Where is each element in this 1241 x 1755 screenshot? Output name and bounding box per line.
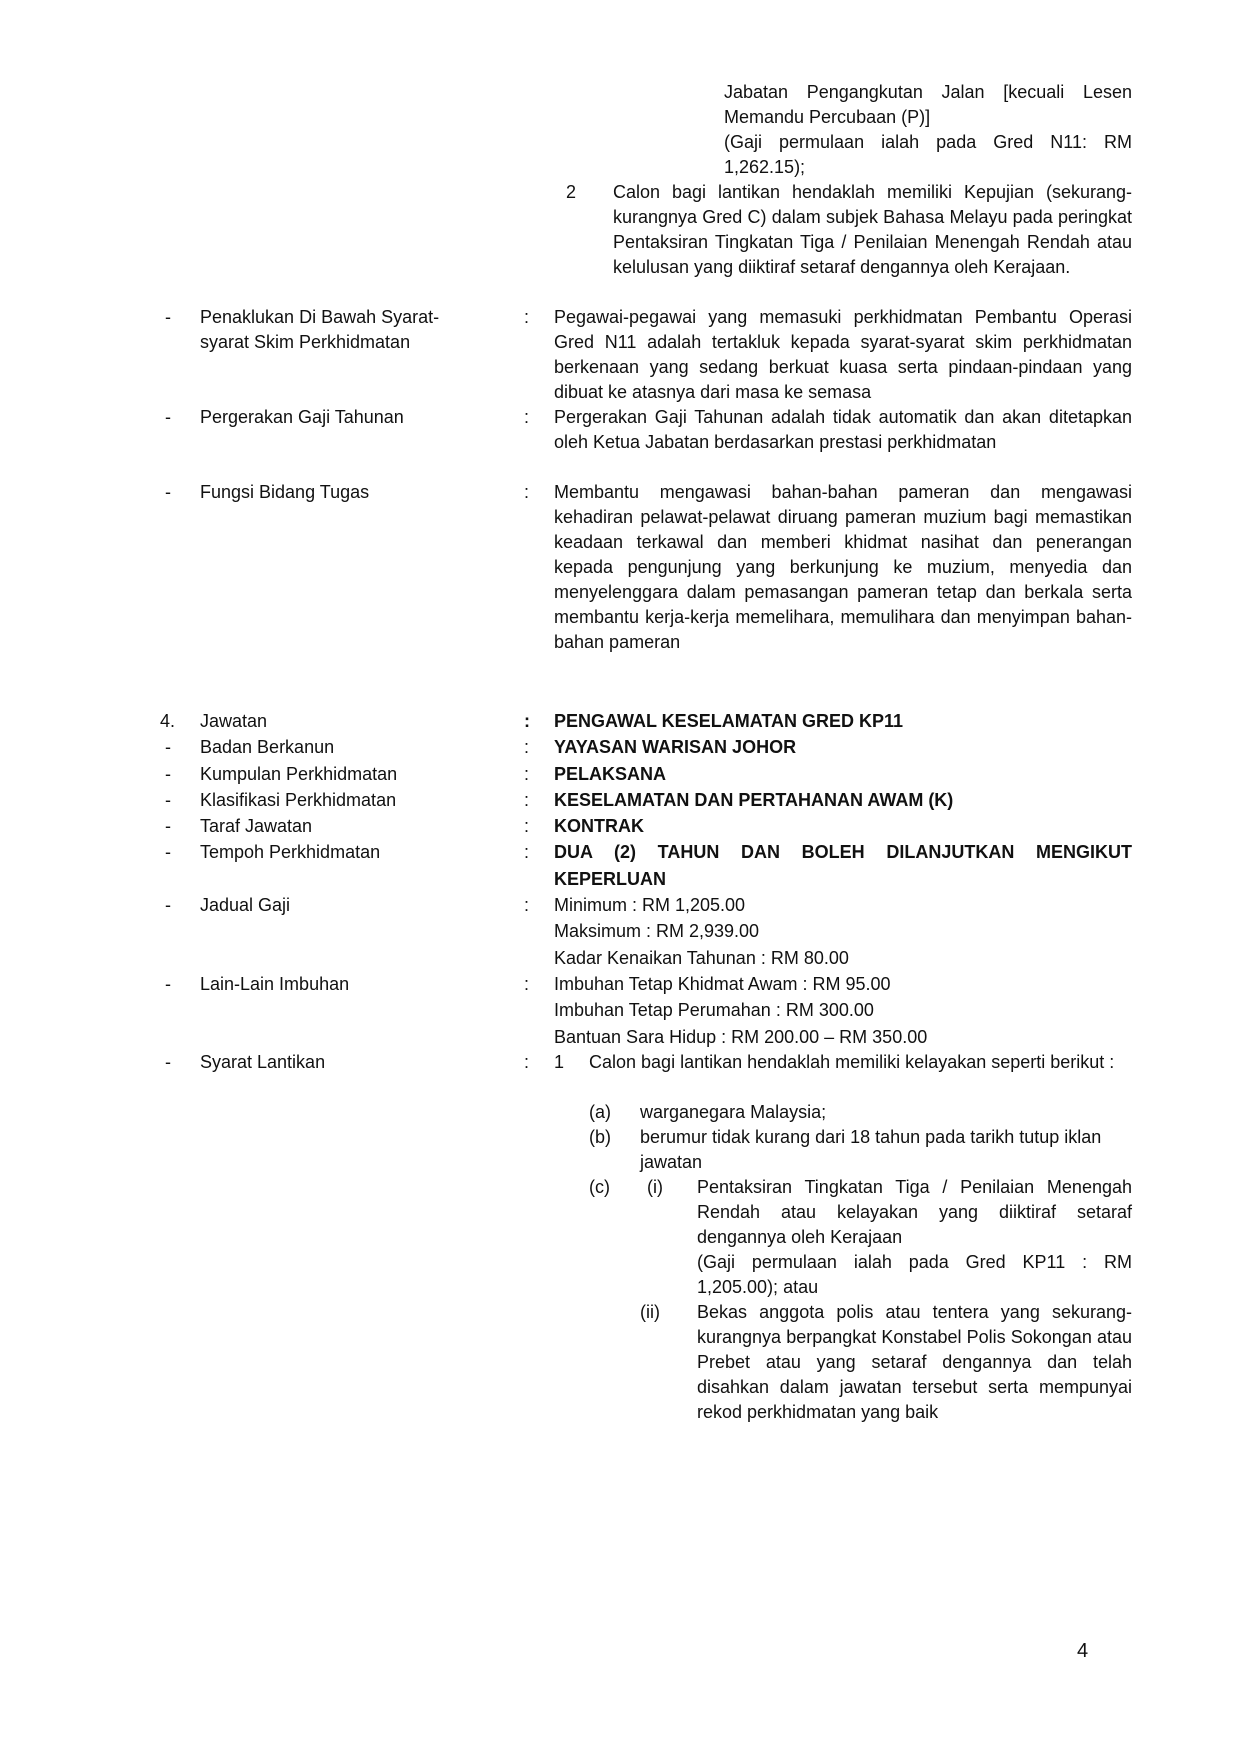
- row-value: YAYASAN WARISAN JOHOR: [554, 737, 797, 758]
- salary-schedule: [554, 892, 1132, 971]
- row-lain-lain-imbuhan: [0, 971, 1241, 1050]
- row-marker: -: [165, 816, 171, 837]
- sub-text: warganegara Malaysia;: [640, 1101, 827, 1122]
- row-badan-berkanun: [0, 734, 1241, 760]
- starting-salary-note: (Gaji permulaan ialah pada Gred KP11 : RM 1,205.00); atau: [697, 1251, 1132, 1297]
- row-label: Fungsi Bidang Tugas: [200, 482, 370, 502]
- row-colon: :: [524, 763, 530, 784]
- item-number: 1: [554, 1051, 565, 1072]
- salary-minimum: Minimum : RM 1,205.00: [554, 895, 746, 916]
- row-kumpulan-perkhidmatan: [0, 761, 1241, 787]
- row-colon: :: [524, 1051, 530, 1072]
- item-number: 2: [566, 182, 577, 202]
- row-value: DUA (2) TAHUN DAN BOLEH DILANJUTKAN MENGIKUT KEPERLUAN: [554, 842, 1132, 889]
- roman-text: Pentaksiran Tingkatan Tiga / Penilaian Menengah Rendah atau kelayakan yang diiktiraf setaraf dengannya oleh Kerajaan: [697, 1176, 1132, 1247]
- row-value: [554, 405, 1132, 455]
- row-marker: -: [165, 1051, 171, 1072]
- row-value-text: Pegawai-pegawai yang memasuki perkhidmatan Pembantu Operasi Gred N11 adalah tertakluk kepada syarat-syarat skim perkhidmatan berkenaan yang sedang berkuat kuasa serta pindaan-pindaan yang dibuat ke atasnya dari masa ke semasa: [554, 307, 1132, 402]
- row-colon: :: [524, 816, 530, 837]
- roman-label: (i): [647, 1176, 663, 1197]
- row-colon: :: [524, 895, 530, 916]
- row-taraf-jawatan: [0, 813, 1241, 839]
- row-value: PENGAWAL KESELAMATAN GRED KP11: [554, 711, 904, 731]
- roman-item-i: [697, 1175, 1132, 1300]
- allowances: [554, 971, 1132, 1050]
- roman-item-ii: [697, 1300, 1132, 1425]
- allowance-item: Imbuhan Tetap Perumahan : RM 300.00: [554, 1000, 874, 1021]
- row-klasifikasi-perkhidmatan: [0, 787, 1241, 813]
- page-number: 4: [1077, 1640, 1089, 1662]
- row-label: Taraf Jawatan: [200, 816, 313, 837]
- requirement-intro-text: Calon bagi lantikan hendaklah memiliki kelayakan seperti berikut :: [589, 1051, 1115, 1072]
- row-marker: -: [165, 307, 171, 327]
- row-label: Tempoh Perkhidmatan: [200, 842, 381, 863]
- row-colon: :: [524, 711, 530, 731]
- row-colon: :: [524, 482, 530, 502]
- continuation-line: Jabatan Pengangkutan Jalan [kecuali Lesen Memandu Percubaan (P)]: [724, 82, 1132, 127]
- qualification-item-text: Calon bagi lantikan hendaklah memiliki Kepujian (sekurang-kurangnya Gred C) dalam subjek Bahasa Melayu pada peringkat Pentaksiran Tingkatan Tiga / Penilaian Menengah Rendah atau kelulusan yang diiktiraf setaraf dengannya oleh Kerajaan.: [613, 182, 1132, 277]
- sub-text-content: berumur tidak kurang dari 18 tahun pada tarikh tutup iklan jawatan: [640, 1126, 1102, 1172]
- row-label: Jadual Gaji: [200, 895, 291, 916]
- row-marker: -: [165, 482, 171, 502]
- row-marker: -: [165, 895, 171, 916]
- section-4: [0, 708, 1241, 1422]
- row-label: Penaklukan Di Bawah Syarat-: [200, 307, 440, 327]
- row-value: [554, 480, 1132, 655]
- row-label: Klasifikasi Perkhidmatan: [200, 789, 397, 810]
- row-colon: :: [524, 407, 530, 427]
- requirement-intro: [589, 1050, 1132, 1075]
- row-colon: :: [524, 789, 530, 810]
- row-marker: -: [165, 789, 171, 810]
- row-tempoh-perkhidmatan: [0, 839, 1241, 892]
- row-label: Pergerakan Gaji Tahunan: [200, 407, 404, 427]
- row-marker: -: [165, 737, 171, 758]
- row-label: Badan Berkanun: [200, 737, 335, 758]
- roman-label: (ii): [640, 1301, 660, 1322]
- row-marker: -: [165, 763, 171, 784]
- row-label: Syarat Lantikan: [200, 1051, 326, 1072]
- row-jadual-gaji: [0, 892, 1241, 971]
- row-marker: -: [165, 973, 171, 994]
- row-value: PELAKSANA: [554, 763, 667, 784]
- row-label: Kumpulan Perkhidmatan: [200, 763, 398, 784]
- row-label: Jawatan: [200, 711, 268, 731]
- sub-label: (b): [589, 1126, 611, 1147]
- row-label-cont: syarat Skim Perkhidmatan: [200, 332, 411, 352]
- sub-text: [640, 1125, 1132, 1175]
- qualification-item-2: [613, 180, 1132, 280]
- sub-label: (a): [589, 1101, 611, 1122]
- allowance-item: Bantuan Sara Hidup : RM 200.00 – RM 350.00: [554, 1026, 928, 1047]
- row-marker: -: [165, 842, 171, 863]
- row-value: KONTRAK: [554, 816, 644, 837]
- row-colon: :: [524, 842, 530, 863]
- row-value: KESELAMATAN DAN PERTAHANAN AWAM (K): [554, 789, 954, 810]
- row-jawatan: [0, 708, 1241, 734]
- salary-maximum: Maksimum : RM 2,939.00: [554, 921, 760, 942]
- roman-text: Bekas anggota polis atau tentera yang sekurang-kurangnya berpangkat Konstabel Polis Sokongan atau Prebet atau yang setaraf dengannya dan telah disahkan dalam jawatan tersebut serta mempunyai rekod perkhidmatan yang baik: [697, 1301, 1132, 1422]
- row-value-text: Pergerakan Gaji Tahunan adalah tidak automatik dan akan ditetapkan oleh Ketua Jabatan berdasarkan prestasi perkhidmatan: [554, 407, 1132, 452]
- row-value-text: Membantu mengawasi bahan-bahan pameran dan mengawasi kehadiran pelawat-pelawat diruang pameran muzium bagi memastikan keadaan terkawal dan memberi khidmat nasihat dan penerangan kepada pengunjung yang berkunjung ke muzium, menyedia dan menyelenggara dalam pemasangan pameran tetap dan berkala serta membantu kerja-kerja memelihara, memulihara dan menyimpan bahan-bahan pameran: [554, 482, 1132, 652]
- row-value: [554, 305, 1132, 405]
- continuation-line: (Gaji permulaan ialah pada Gred N11: RM 1,262.15);: [724, 132, 1132, 177]
- row-colon: :: [524, 973, 530, 994]
- row-colon: :: [524, 737, 530, 758]
- section-number: 4.: [160, 711, 176, 731]
- allowance-item: Imbuhan Tetap Khidmat Awam : RM 95.00: [554, 973, 891, 994]
- continuation-text: [724, 80, 1132, 180]
- row-label: Lain-Lain Imbuhan: [200, 973, 350, 994]
- salary-increment: Kadar Kenaikan Tahunan : RM 80.00: [554, 947, 849, 968]
- row-marker: -: [165, 407, 171, 427]
- sub-label: (c): [589, 1176, 610, 1197]
- row-colon: :: [524, 307, 530, 327]
